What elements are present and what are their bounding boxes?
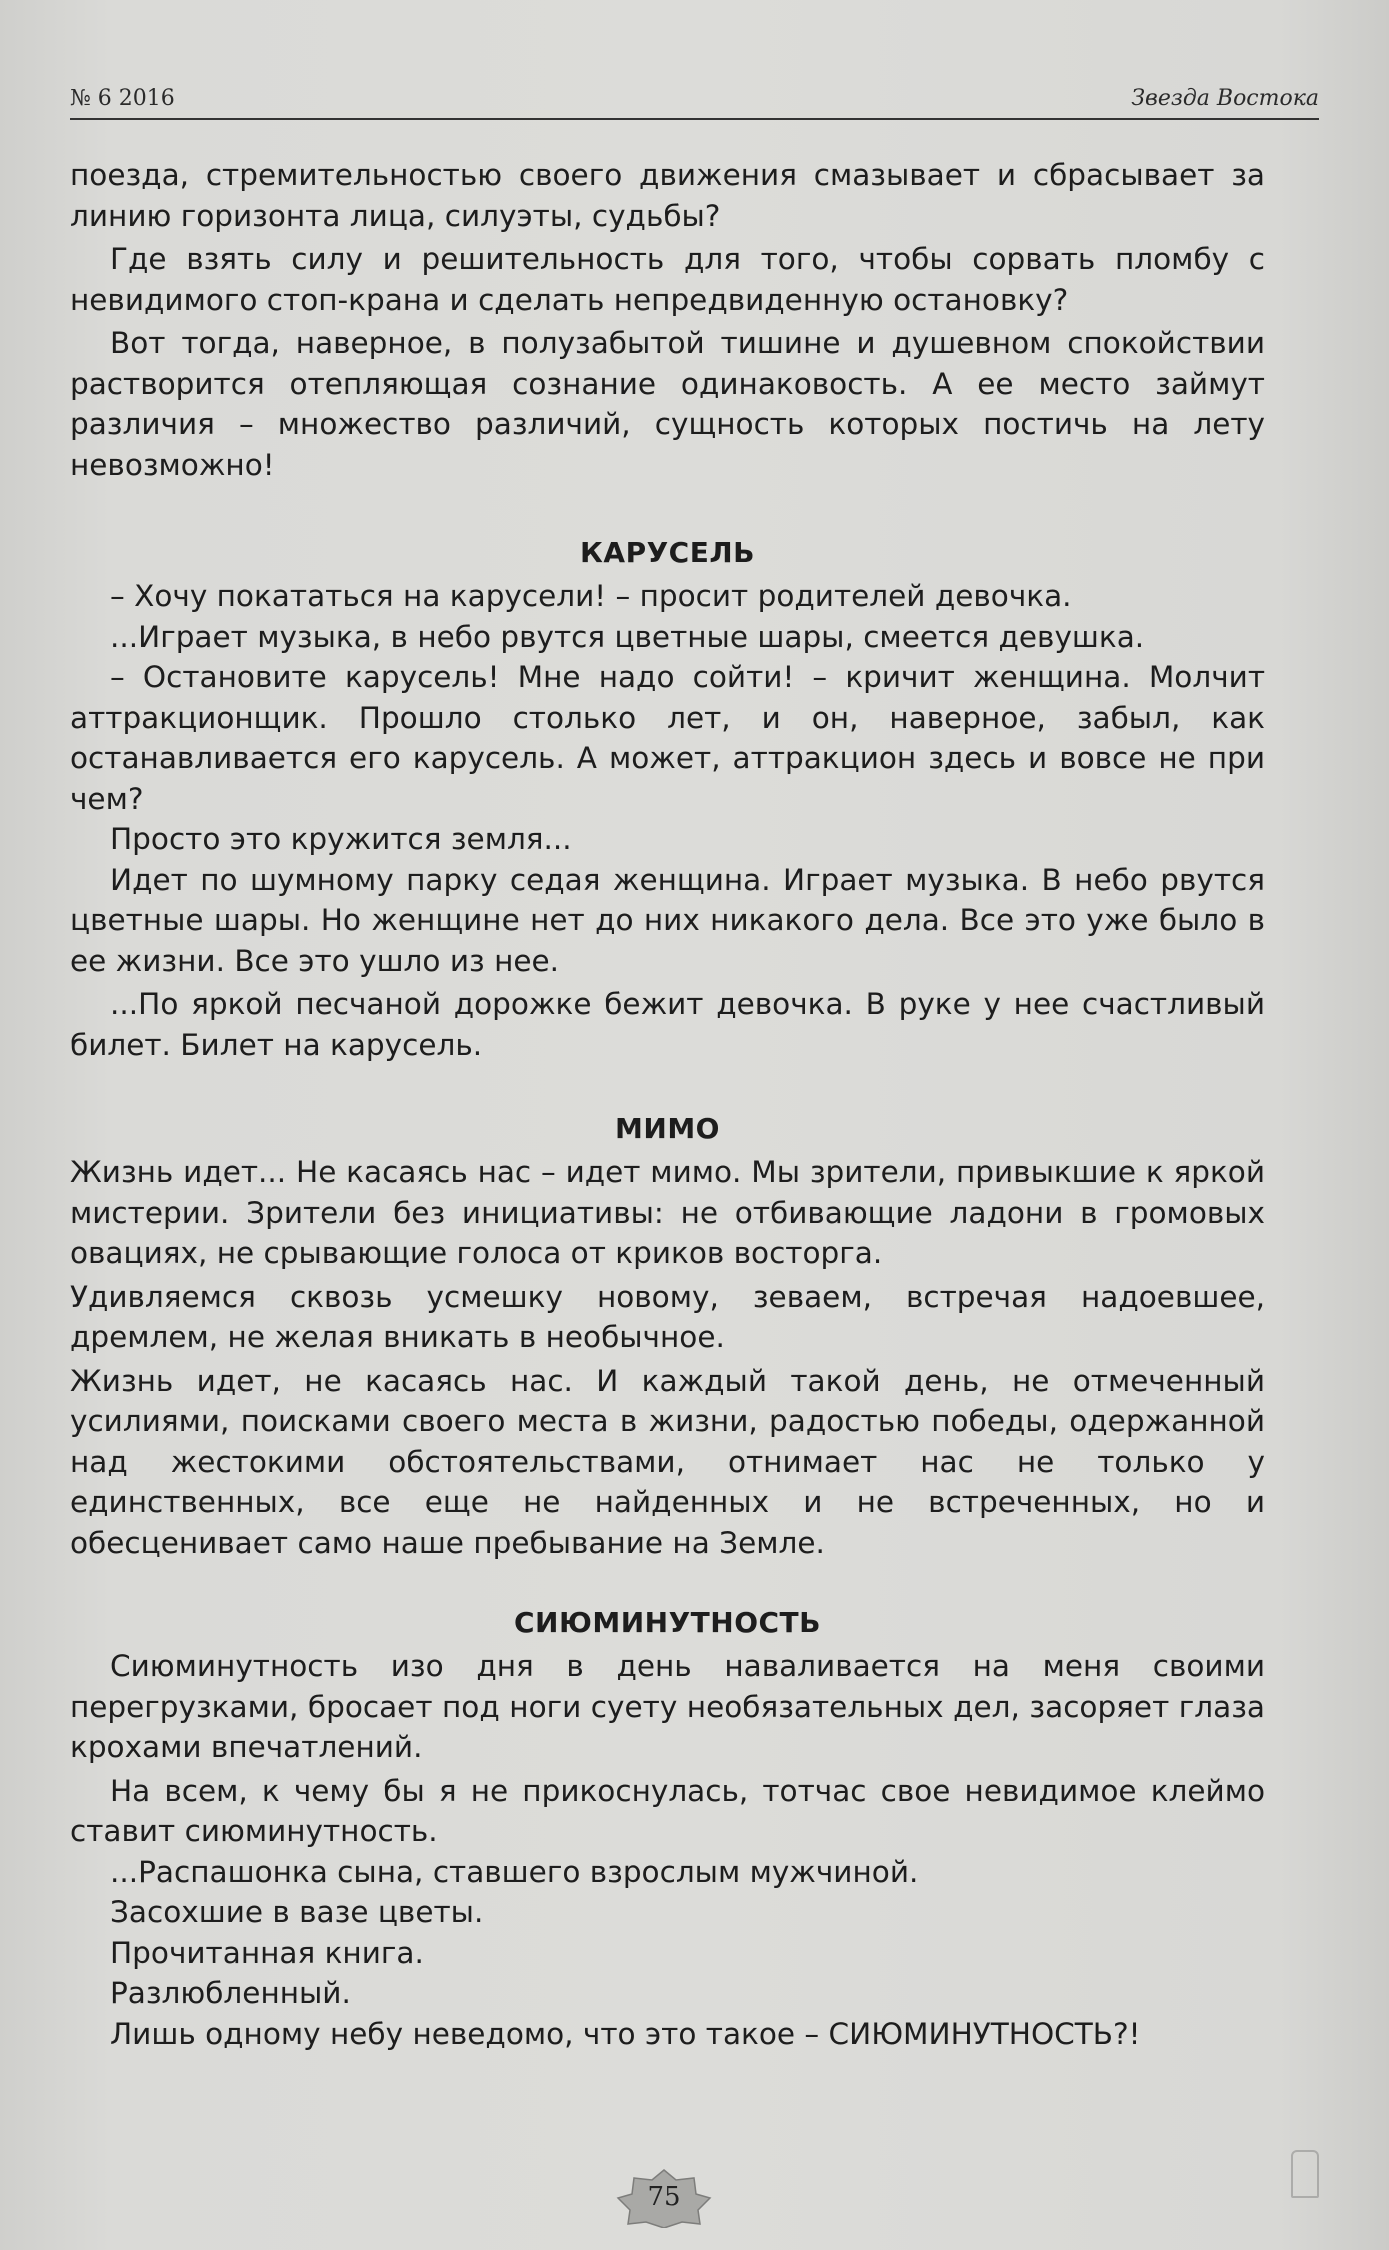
list-line: Разлюбленный. (110, 1976, 351, 2010)
paragraph: Где взять силу и решительность для того, чтобы сорвать пломбу с невидимого стоп-крана и сделать непредвиденную остановку? (70, 242, 1265, 317)
section-title: КАРУСЕЛЬ (580, 536, 755, 569)
paragraph: Жизнь идет, не касаясь нас. И каждый такой день, не отмеченный усилиями, поисками своего места в жизни, радостью победы, одержанной над жестокими обстоятельствами, отнимает нас не только у единственных, все еще не найденных и не встреченных, но и обесценивает само наше пребывание на Земле. (70, 1363, 1265, 1560)
paragraph: На всем, к чему бы я не прикоснулась, тотчас свое невидимое клеймо ставит сиюминутность. (70, 1773, 1265, 1848)
running-header (70, 80, 1319, 120)
list-line: Прочитанная книга. (110, 1935, 424, 1970)
section-title: СИЮМИНУТНОСТЬ (514, 1606, 821, 1639)
list-line: ...Распашонка сына, ставшего взрослым мужчиной. (110, 1854, 919, 1889)
page-number-badge (616, 2168, 712, 2228)
issue-label: № 6 2016 (70, 86, 175, 111)
section-title: МИМО (615, 1112, 720, 1145)
paragraph: Жизнь идет... Не касаясь нас – идет мимо. Мы зрители, привыкшие к яркой мистерии. Зрители без инициативы: не отбивающие ладони в громовых овациях, не срывающие голоса от криков восторга. (70, 1155, 1265, 1270)
header-rule (70, 118, 1319, 120)
show-through-mark (1291, 2150, 1319, 2198)
paragraph: ...Играет музыка, в небо рвутся цветные шары, смеется девушка. (110, 619, 1145, 654)
paragraph: Сиюминутность изо дня в день наваливается на меня своими перегрузками, бросает под ноги суету необязательных дел, засоряет глаза крохами впечатлений. (70, 1649, 1265, 1764)
paragraph: – Остановите карусель! Мне надо сойти! – кричит женщина. Молчит аттракционщик. Прошло столько лет, и он, наверное, забыл, как останавливается его карусель. А может, аттракцион здесь и вовсе не при чем? (70, 660, 1265, 816)
journal-title: Звезда Востока (1131, 86, 1319, 111)
list-line: Лишь одному небу неведомо, что это такое – СИЮМИНУТНОСТЬ?! (110, 2016, 1141, 2051)
paragraph: Идет по шумному парку седая женщина. Играет музыка. В небо рвутся цветные шары. Но женщине нет до них никакого дела. Все это уже было в ее жизни. Все это ушло из нее. (70, 862, 1265, 978)
article-body (70, 155, 1265, 2054)
page-number: 75 (647, 2182, 681, 2212)
paragraph: ...По яркой песчаной дорожке бежит девочка. В руке у нее счастливый билет. Билет на карусель. (70, 987, 1265, 1062)
list-line: Засохшие в вазе цветы. (110, 1895, 484, 1929)
paragraph: поезда, стремительностью своего движения смазывает и сбрасывает за линию горизонта лица, силуэты, судьбы? (70, 158, 1265, 233)
paragraph: – Хочу покататься на карусели! – просит родителей девочка. (110, 579, 1072, 613)
paragraph: Просто это кружится земля... (110, 822, 572, 856)
paragraph: Удивляемся сквозь усмешку новому, зеваем, встречая надоевшее, дремлем, не желая вникать в необычное. (70, 1279, 1265, 1354)
paragraph: Вот тогда, наверное, в полузабытой тишине и душевном спокойствии растворится отепляющая сознание одинаковость. А ее место займут различия – множество различий, сущность которых постичь на лету невозможно! (70, 326, 1265, 482)
